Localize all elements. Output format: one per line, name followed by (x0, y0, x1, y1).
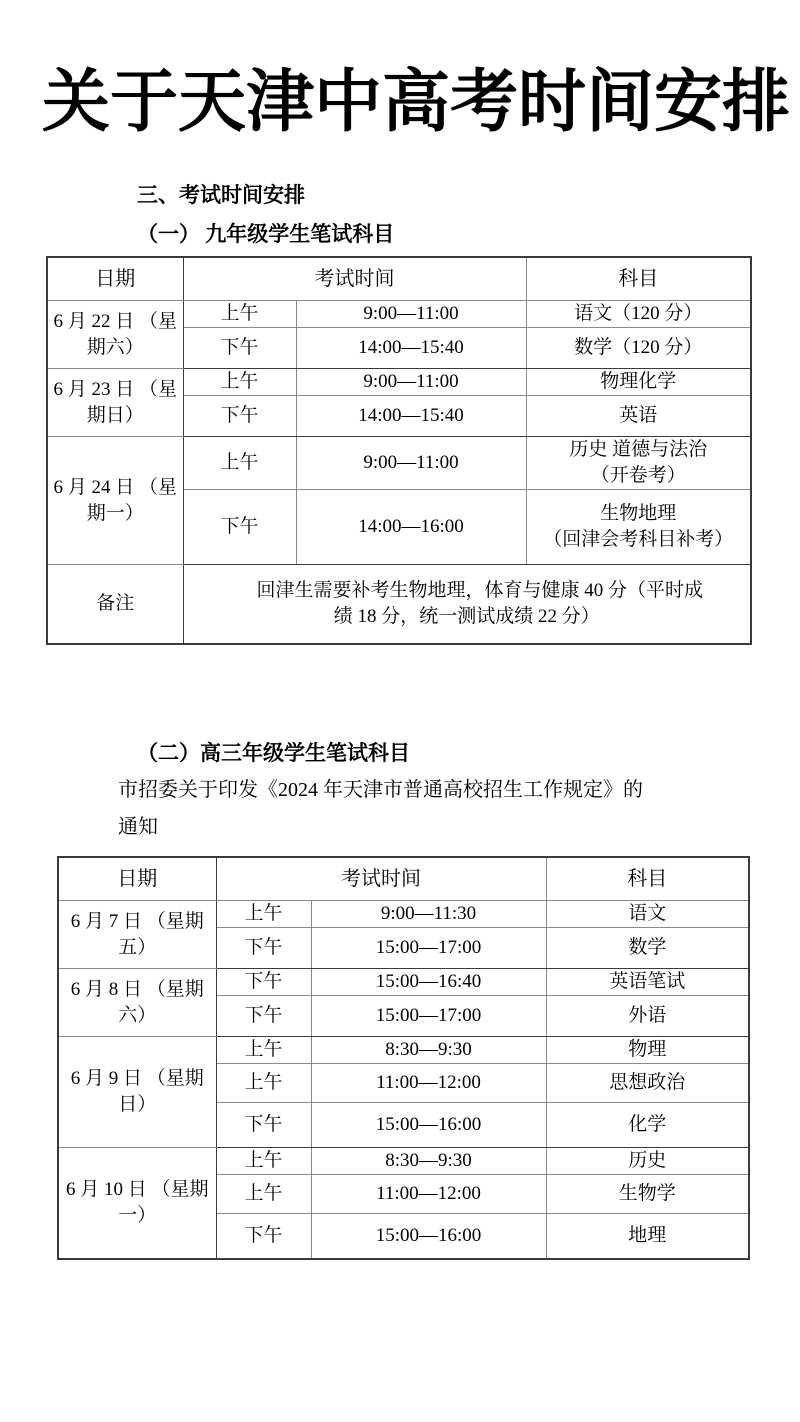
session-cell: 上午 (183, 437, 296, 490)
table-row (58, 1148, 749, 1175)
column-header-subject: 科目 (546, 857, 749, 901)
session-cell: 上午 (183, 369, 296, 396)
subject-cell: 地理 (546, 1214, 749, 1260)
time-cell: 8:30—9:30 (311, 1037, 546, 1064)
subject-cell: 历史 (546, 1148, 749, 1175)
grade-nine-exam-schedule-table (46, 256, 752, 645)
date-cell-jun10: 6 月 10 日 （星期一） (58, 1148, 216, 1260)
section-heading-three: 三、考试时间安排 (137, 183, 305, 207)
subject-cell: 生物地理 （回津会考科目补考） (526, 490, 751, 565)
notice-text-line-1: 市招委关于印发《2024 年天津市普通高校招生工作规定》的 (118, 779, 643, 801)
time-cell: 15:00—16:40 (311, 969, 546, 996)
session-cell: 上午 (216, 901, 311, 928)
date-cell-jun24: 6 月 24 日 （星期一） (47, 437, 183, 565)
session-cell: 下午 (183, 396, 296, 437)
column-header-date: 日期 (47, 257, 183, 301)
time-cell: 11:00—12:00 (311, 1064, 546, 1103)
subject-cell: 英语笔试 (546, 969, 749, 996)
subject-cell: 物理 (546, 1037, 749, 1064)
page-title: 关于天津中高考时间安排 (42, 64, 791, 140)
table-row (58, 901, 749, 928)
table-row (47, 369, 751, 396)
session-cell: 上午 (216, 1148, 311, 1175)
time-cell: 9:00—11:30 (311, 901, 546, 928)
session-cell: 下午 (183, 328, 296, 369)
date-cell-jun8: 6 月 8 日 （星期六） (58, 969, 216, 1037)
session-cell: 上午 (183, 301, 296, 328)
remark-row (47, 565, 751, 645)
subject-cell: 物理化学 (526, 369, 751, 396)
time-cell: 9:00—11:00 (296, 437, 526, 490)
subject-cell: 历史 道德与法治 （开卷考） (526, 437, 751, 490)
time-cell: 15:00—17:00 (311, 928, 546, 969)
date-cell-jun9: 6 月 9 日 （星期日） (58, 1037, 216, 1148)
remark-text: 回津生需要补考生物地理，体育与健康 40 分（平时成 绩 18 分，统一测试成绩 22 分） (183, 565, 751, 645)
table-row (47, 301, 751, 328)
table-header-row (47, 257, 751, 301)
subject-cell: 数学 (546, 928, 749, 969)
subject-cell: 英语 (526, 396, 751, 437)
column-header-subject: 科目 (526, 257, 751, 301)
time-cell: 14:00—15:40 (296, 328, 526, 369)
time-cell: 9:00—11:00 (296, 301, 526, 328)
table-header-row (58, 857, 749, 901)
time-cell: 9:00—11:00 (296, 369, 526, 396)
date-cell-jun22: 6 月 22 日 （星期六） (47, 301, 183, 369)
time-cell: 11:00—12:00 (311, 1175, 546, 1214)
time-cell: 14:00—16:00 (296, 490, 526, 565)
column-header-date: 日期 (58, 857, 216, 901)
session-cell: 下午 (216, 928, 311, 969)
time-cell: 15:00—17:00 (311, 996, 546, 1037)
session-cell: 下午 (216, 969, 311, 996)
session-cell: 上午 (216, 1037, 311, 1064)
session-cell: 上午 (216, 1175, 311, 1214)
time-cell: 14:00—15:40 (296, 396, 526, 437)
session-cell: 下午 (216, 1103, 311, 1148)
table-row (47, 437, 751, 490)
subsection-heading-one: （一） 九年级学生笔试科目 (137, 222, 395, 246)
table-row (58, 1037, 749, 1064)
subject-cell: 数学（120 分） (526, 328, 751, 369)
date-cell-jun7: 6 月 7 日 （星期五） (58, 901, 216, 969)
subject-cell: 外语 (546, 996, 749, 1037)
subject-cell: 语文 (546, 901, 749, 928)
subsection-heading-two: （二）高三年级学生笔试科目 (137, 741, 410, 765)
column-header-exam-time: 考试时间 (183, 257, 526, 301)
subject-cell: 生物学 (546, 1175, 749, 1214)
time-cell: 8:30—9:30 (311, 1148, 546, 1175)
session-cell: 下午 (216, 996, 311, 1037)
date-cell-jun23: 6 月 23 日 （星期日） (47, 369, 183, 437)
session-cell: 下午 (183, 490, 296, 565)
subject-cell: 化学 (546, 1103, 749, 1148)
subject-cell: 语文（120 分） (526, 301, 751, 328)
session-cell: 上午 (216, 1064, 311, 1103)
notice-text-line-2: 通知 (118, 816, 158, 838)
column-header-exam-time: 考试时间 (216, 857, 546, 901)
time-cell: 15:00—16:00 (311, 1214, 546, 1260)
remark-label: 备注 (47, 565, 183, 645)
time-cell: 15:00—16:00 (311, 1103, 546, 1148)
subject-cell: 思想政治 (546, 1064, 749, 1103)
table-row (58, 969, 749, 996)
session-cell: 下午 (216, 1214, 311, 1260)
grade-twelve-exam-schedule-table (57, 856, 750, 1260)
